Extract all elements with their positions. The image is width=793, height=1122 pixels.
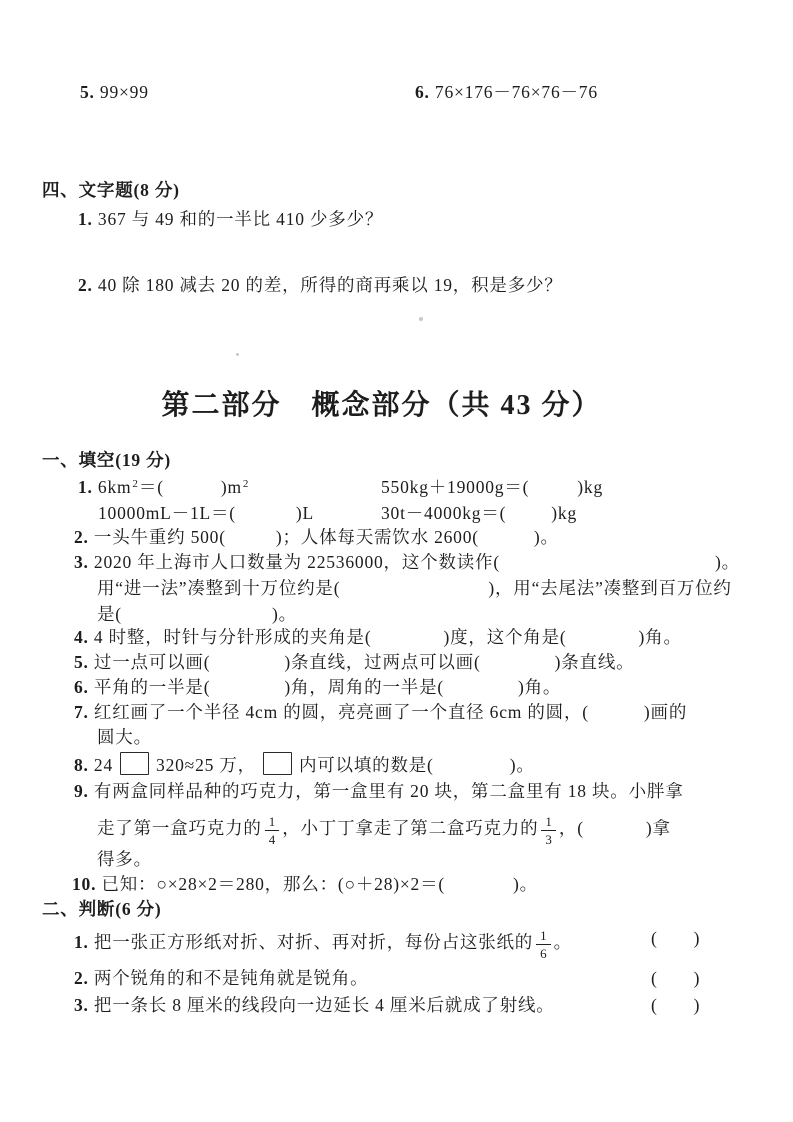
- text-run: 走了第一盒巧克力的: [97, 818, 262, 838]
- item-number: 1.: [78, 477, 93, 497]
- text-run: )拿: [645, 818, 671, 838]
- calc-item-5: [80, 82, 149, 104]
- fraction-numerator: 1: [541, 814, 556, 831]
- superscript: 2: [132, 478, 138, 490]
- text-run: )。: [513, 874, 538, 894]
- text-run: )角。: [638, 627, 682, 647]
- text-run: )度，这个角是(: [443, 627, 567, 647]
- answer-blank: [506, 518, 551, 519]
- text-run: ): [693, 995, 701, 1015]
- item-number: 1.: [78, 209, 93, 229]
- text-run: ，小丁丁拿走了第二盒巧克力的: [282, 818, 539, 838]
- fraction-denominator: 4: [268, 832, 276, 847]
- answer-blank: [164, 492, 221, 493]
- text-run: )角，周角的一半是(: [284, 677, 444, 697]
- text-run: )。: [533, 527, 559, 547]
- text-run: 把一条长 8 厘米的线段向一边延长 4 厘米后就成了射线。: [88, 995, 555, 1015]
- judge-3: [74, 995, 555, 1017]
- scan-speck: [236, 353, 239, 356]
- answer-blank: [658, 1010, 694, 1011]
- calc-item-6: [415, 82, 598, 104]
- answer-blank: [584, 833, 646, 834]
- text-run: (: [651, 995, 658, 1015]
- answer-blank: [479, 542, 534, 543]
- answer-blank: [210, 692, 284, 693]
- text-run: (: [651, 968, 658, 988]
- text-run: 一头牛重约 500(: [88, 527, 226, 547]
- judge-3-answer: [651, 995, 700, 1017]
- text-run: 红红画了一个半径 4cm 的圆，亮亮画了一个直径 6cm 的圆，(: [88, 702, 589, 722]
- text-run: 用“进一法”凑整到十万位约是(: [97, 578, 341, 598]
- section-heading-word-problems: [42, 180, 180, 202]
- text-run: 40 除 180 减去 20 的差，所得的商再乘以 19，积是多少？: [92, 275, 563, 295]
- answer-blank: [226, 542, 276, 543]
- judge-1: [74, 928, 572, 960]
- judge-1-answer: [651, 928, 700, 950]
- judge-2: [74, 968, 368, 990]
- text-run: )；人体每天需饮水 2600(: [275, 527, 479, 547]
- item-number: 10.: [72, 874, 97, 894]
- text-run: 6km: [92, 477, 132, 497]
- judge-2-answer: [651, 968, 700, 990]
- text-run: 367 与 49 和的一半比 410 少多少？: [92, 209, 384, 229]
- fill-1-unit-d: [381, 503, 577, 525]
- text-run: 2020 年上海市人口数量为 22536000，这个数读作(: [88, 552, 500, 572]
- text-run: )。: [271, 604, 297, 624]
- fill-9-line-1: [74, 781, 684, 803]
- item-number: 四、文字题(8 分): [42, 180, 180, 200]
- text-run: 320≈25 万，: [156, 755, 256, 775]
- text-run: 99×99: [94, 82, 149, 102]
- answer-blank: [122, 619, 272, 620]
- superscript: 2: [242, 478, 249, 490]
- text-run: )kg: [551, 503, 578, 523]
- answer-blank: [589, 717, 644, 718]
- section-heading-fill-in: [42, 450, 171, 472]
- answer-blank: [658, 943, 694, 944]
- fill-9-line-2: [97, 814, 671, 846]
- fill-2: [74, 527, 559, 549]
- text-run: 30t－4000kg＝(: [381, 503, 507, 523]
- item-number: 一、填空(19 分): [42, 450, 172, 470]
- text-run: )条直线，过两点可以画(: [284, 652, 481, 672]
- item-number: 2.: [74, 968, 89, 988]
- word-problem-2: [78, 275, 563, 297]
- fraction: [536, 928, 551, 960]
- item-number: 6.: [74, 677, 89, 697]
- text-run: 有两盒同样品种的巧克力，第一盒里有 20 块，第二盒里有 18 块。小胖拿: [88, 781, 684, 801]
- item-number: 2.: [74, 527, 89, 547]
- fill-5: [74, 652, 634, 674]
- text-run: 76×176－76×76－76: [429, 82, 598, 102]
- answer-blank: [567, 642, 639, 643]
- text-run: )L: [295, 503, 315, 523]
- text-run: )m: [220, 477, 242, 497]
- text-run: )画的: [643, 702, 688, 722]
- answer-blank: [444, 692, 518, 693]
- fraction-denominator: 6: [540, 946, 547, 961]
- item-number: 5.: [74, 652, 89, 672]
- fraction-denominator: 3: [545, 832, 552, 847]
- answer-blank: [371, 642, 443, 643]
- fill-box: [263, 752, 292, 775]
- item-number: 4.: [74, 627, 89, 647]
- fill-7-line-1: [74, 702, 687, 724]
- text-run: 24: [88, 755, 114, 775]
- word-problem-1: [78, 209, 383, 231]
- text-run: )。: [509, 755, 535, 775]
- item-number: 8.: [74, 755, 89, 775]
- fill-6: [74, 677, 561, 699]
- answer-blank: [658, 983, 694, 984]
- text-run: ，(: [558, 818, 584, 838]
- item-number: 二、判断(6 分): [42, 899, 162, 919]
- fill-box: [120, 752, 149, 775]
- part-two-title: 第二部分 概念部分（共 43 分）: [161, 390, 602, 421]
- item-number: 2.: [78, 275, 93, 295]
- text-run: 两个锐角的和不是钝角就是锐角。: [88, 968, 369, 988]
- fill-4: [74, 627, 682, 649]
- fill-9-line-3: [97, 849, 152, 871]
- fill-10: [72, 874, 538, 896]
- fill-3-line-3: [97, 604, 297, 626]
- text-run: )条直线。: [554, 652, 635, 672]
- text-run: 得多。: [97, 849, 152, 869]
- text-run: 550kg＋19000g＝(: [381, 477, 530, 497]
- text-run: )，用“去尾法”凑整到百万位约: [488, 578, 732, 598]
- fill-1-unit-b: [381, 477, 603, 499]
- text-run: ): [693, 928, 701, 948]
- text-run: )kg: [577, 477, 604, 497]
- fill-1-unit-a: [78, 477, 249, 499]
- section-heading-judgment: [42, 899, 161, 921]
- answer-blank: [500, 567, 715, 568]
- answer-blank: [236, 518, 296, 519]
- text-run: )角。: [518, 677, 562, 697]
- fraction: [265, 814, 280, 846]
- text-run: 已知：○×28×2＝280，那么：(○＋28)×2＝(: [96, 874, 446, 894]
- scan-speck: [419, 317, 423, 321]
- fill-3-line-1: [74, 552, 740, 574]
- fraction: [541, 814, 556, 846]
- item-number: 1.: [74, 932, 89, 952]
- answer-blank: [340, 593, 488, 594]
- text-run: 把一张正方形纸对折、对折、再对折，每份占这张纸的: [88, 932, 534, 952]
- text-run: 。: [553, 932, 572, 952]
- text-run: 10000mL－1L＝(: [98, 503, 236, 523]
- item-number: 7.: [74, 702, 89, 722]
- fill-1-unit-c: [98, 503, 314, 525]
- text-run: 内可以填的数是(: [298, 755, 434, 775]
- answer-blank: [210, 667, 284, 668]
- text-run: 圆大。: [97, 727, 152, 747]
- answer-blank: [481, 667, 555, 668]
- fraction-numerator: 1: [536, 928, 551, 945]
- answer-blank: [445, 889, 513, 890]
- item-number: 6.: [415, 82, 430, 102]
- text-run: )。: [715, 552, 740, 572]
- text-run: 过一点可以画(: [88, 652, 211, 672]
- item-number: 9.: [74, 781, 89, 801]
- fill-8: [74, 752, 535, 777]
- text-run: ＝(: [138, 477, 164, 497]
- answer-blank: [434, 770, 510, 771]
- text-run: 4 时整，时针与分针形成的夹角是(: [88, 627, 372, 647]
- text-run: ): [693, 968, 701, 988]
- item-number: 5.: [80, 82, 95, 102]
- text-run: 平角的一半是(: [88, 677, 211, 697]
- fill-3-line-2: [97, 578, 732, 600]
- text-run: (: [651, 928, 658, 948]
- fill-7-line-2: [97, 727, 152, 749]
- item-number: 3.: [74, 552, 89, 572]
- item-number: 3.: [74, 995, 89, 1015]
- answer-blank: [529, 492, 577, 493]
- text-run: 是(: [97, 604, 122, 624]
- fraction-numerator: 1: [265, 814, 280, 831]
